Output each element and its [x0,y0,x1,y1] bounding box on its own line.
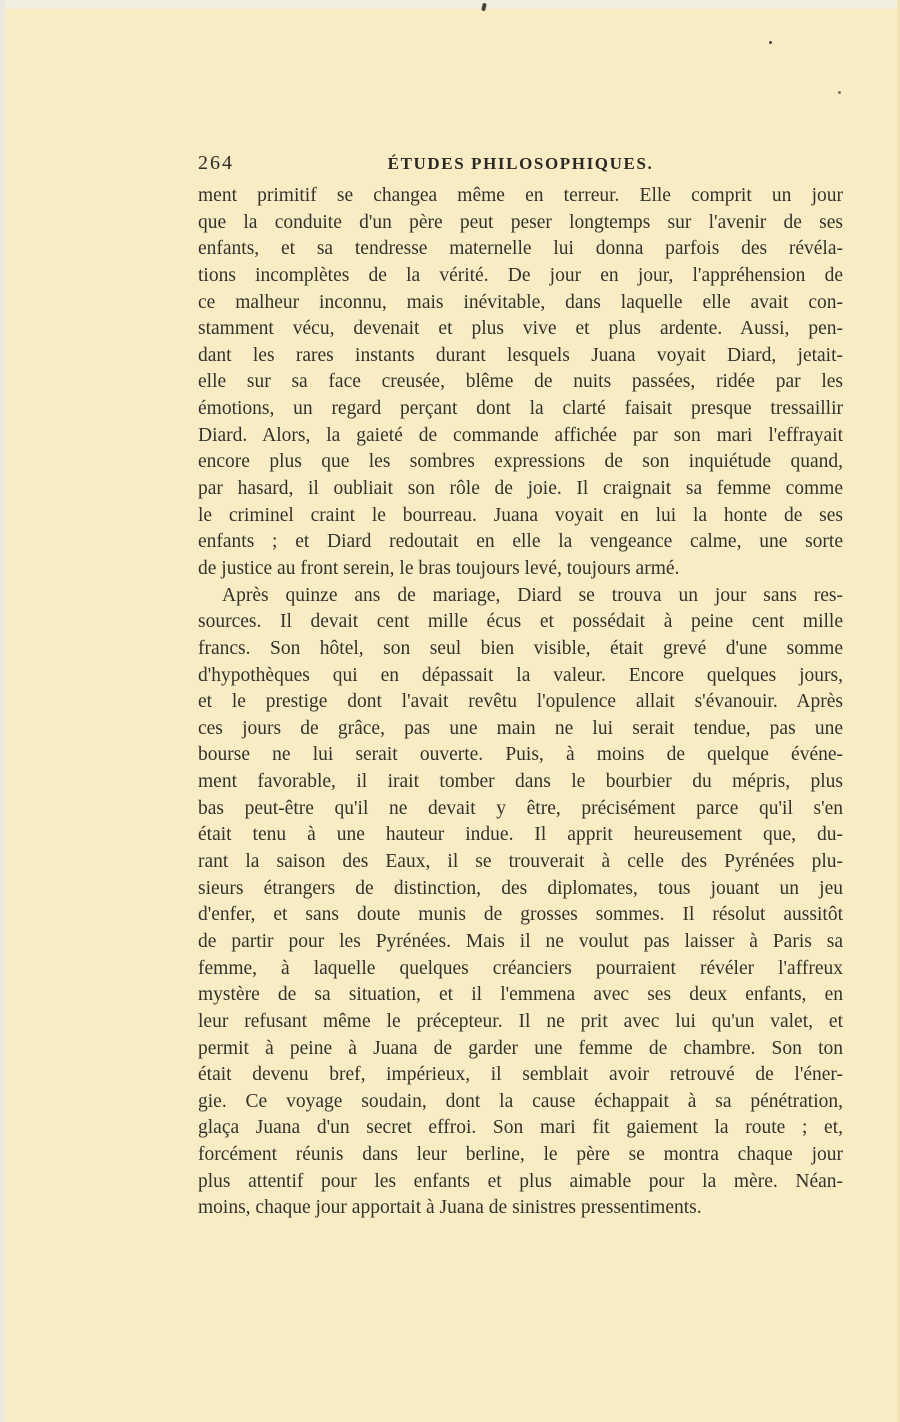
text-line: stamment vécu, devenait et plus vive et plus ardente. Aussi, pen- [198,318,843,340]
text-line: était tenu à une hauteur indue. Il apprit heureusement que, du- [198,824,843,846]
text-line: émotions, un regard perçant dont la clarté faisait presque tressaillir [198,398,843,420]
text-line: enfants, et sa tendresse maternelle lui donna parfois des révéla- [198,238,843,260]
text-line: sources. Il devait cent mille écus et possédait à peine cent mille [198,611,843,633]
text-line: de partir pour les Pyrénées. Mais il ne voulut pas laisser à Paris sa [198,930,843,952]
text-line: Après quinze ans de mariage, Diard se trouva un jour sans res- [222,584,843,606]
text-line: d'enfer, et sans doute munis de grosses sommes. Il résolut aussitôt [198,904,843,926]
text-line: le criminel craint le bourreau. Juana voyait en lui la honte de ses [198,504,843,526]
ink-speck [769,41,772,44]
page-edge-left [0,0,5,1422]
text-line: francs. Son hôtel, son seul bien visible, était grevé d'une somme [198,637,843,659]
text-line: par hasard, il oubliait son rôle de joie. Il craignait sa femme comme [198,478,843,500]
text-line: ces jours de grâce, pas une main ne lui serait tendue, pas une [198,717,843,739]
text-line: plus attentif pour les enfants et plus aimable pour la mère. Néan- [198,1170,843,1192]
text-line: tions incomplètes de la vérité. De jour en jour, l'appréhension de [198,264,843,286]
text-line: ment primitif se changea même en terreur. Elle comprit un jour [198,185,843,206]
text-line: bas peut-être qu'il ne devait y être, précisément parce qu'il s'en [198,797,843,819]
text-line: et le prestige dont l'avait revêtu l'opulence allait s'évanouir. Après [198,691,843,713]
text-line: encore plus que les sombres expressions de son inquiétude quand, [198,451,843,473]
text-line: dant les rares instants durant lesquels Juana voyait Diard, jetait- [198,344,843,366]
text-line: bourse ne lui serait ouverte. Puis, à moins de quelque événe- [198,744,843,766]
text-line: forcément réunis dans leur berline, le père se montra chaque jour [198,1144,843,1166]
text-line: glaça Juana d'un secret effroi. Son mari fit gaiement la route ; et, [198,1117,843,1139]
page-header [198,152,843,176]
text-line: permit à peine à Juana de garder une femme de chambre. Son ton [198,1037,843,1059]
text-line: était devenu bref, impérieux, il semblait avoir retrouvé de l'éner- [198,1064,843,1086]
text-line: moins, chaque jour apportait à Juana de sinistres pressentiments. [198,1197,702,1219]
text-line: elle sur sa face creusée, blême de nuits passées, ridée par les [198,371,843,393]
text-line: que la conduite d'un père peut peser longtemps sur l'avenir de ses [198,211,843,233]
ink-speck [481,3,487,12]
ink-speck [838,91,841,94]
text-line: mystère de sa situation, et il l'emmena avec ses deux enfants, en [198,984,843,1006]
text-line: de justice au front serein, le bras toujours levé, toujours armé. [198,557,680,579]
page-number: 264 [198,152,234,174]
text-line: d'hypothèques qui en dépassait la valeur. Encore quelques jours, [198,664,843,686]
text-line: enfants ; et Diard redoutait en elle la vengeance calme, une sorte [198,531,843,553]
running-title: ÉTUDES PHILOSOPHIQUES. [387,154,654,173]
text-line: Diard. Alors, la gaieté de commande affichée par son mari l'effrayait [198,424,843,446]
text-line: femme, à laquelle quelques créanciers pourraient révéler l'affreux [198,957,843,979]
text-line: sieurs étrangers de distinction, des diplomates, tous jouant un jeu [198,877,843,899]
text-line: rant la saison des Eaux, il se trouverait à celle des Pyrénées plu- [198,851,843,873]
page-body [198,183,843,1222]
text-line: ment favorable, il irait tomber dans le bourbier du mépris, plus [198,771,843,793]
text-line: gie. Ce voyage soudain, dont la cause échappait à sa pénétration, [198,1090,843,1112]
text-line: leur refusant même le précepteur. Il ne prit avec lui qu'un valet, et [198,1010,843,1032]
text-line: ce malheur inconnu, mais inévitable, dans laquelle elle avait con- [198,291,843,313]
page-edge-top [0,0,900,9]
